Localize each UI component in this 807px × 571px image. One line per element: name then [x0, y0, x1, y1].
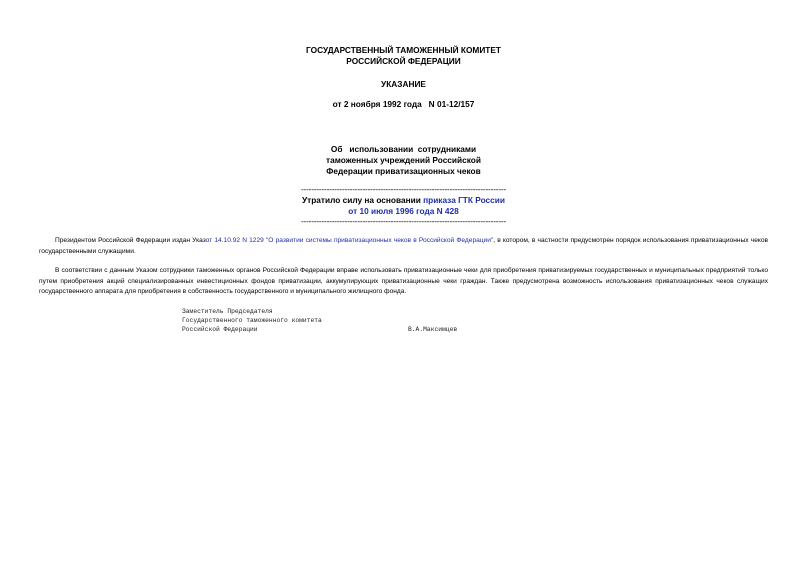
separator-bottom: --------------------------------------------------------------------------------: [300, 216, 507, 226]
order-link-title[interactable]: приказа ГТК России: [423, 195, 505, 205]
paragraph-decree: [39, 236, 768, 257]
subject-line-3: Федерации приватизационных чеков: [326, 166, 481, 176]
document-type: УКАЗАНИЕ: [381, 79, 426, 89]
validity-prefix: Утратило силу на основании: [302, 195, 424, 205]
paragraph-decree-end: , в котором, в частности предусмотрен порядок использования приватизационных чеков государственными служащими.: [39, 237, 768, 255]
order-link-date[interactable]: от 10 июля 1996 года N 428: [348, 206, 459, 216]
validity-line-1: [0, 195, 807, 206]
document-date-number: от 2 ноября 1992 года N 01-12/157: [332, 99, 475, 109]
signature-position-line-2: Государственного таможенного комитета: [182, 317, 322, 324]
signature-position-line-1: Заместитель Председателя: [182, 308, 273, 315]
decree-link[interactable]: от 14.10.92 N 1229 "О развитии системы приватизационных чеков в Российской Федерации": [205, 237, 494, 244]
subject-line-2: таможенных учреждений Российской: [326, 155, 481, 165]
issuer-title-line-2: РОССИЙСКОЙ ФЕДЕРАЦИИ: [346, 56, 461, 66]
signatory-name: В.А.Максимцев: [408, 326, 458, 333]
signature-position-line-3: Российской Федерации: [182, 326, 258, 333]
paragraph-decree-start: Президентом Российской Федерации издан Указ: [55, 237, 206, 244]
paragraph-rules-text: В соответствии с данным Указом сотрудники таможенных органов Российской Федерации вправе использовать приватизационные чеки для приобретения приватизируемых государственных и муниципальных предприятий только путем приобретения акций специализированных инвестиционных фондов приватизации, аккумулирующих приватизационные чеки граждан. Также предусмотрена возможность использования приватизационных чеков служащих государственного аппарата для приобретения в собственность государственного и муниципального жилищного фонда.: [39, 267, 768, 296]
subject-line-1: Об использовании сотрудниками: [330, 144, 477, 154]
separator-top: --------------------------------------------------------------------------------: [300, 184, 507, 194]
paragraph-rules: [39, 266, 768, 298]
issuer-title-line-1: ГОСУДАРСТВЕННЫЙ ТАМОЖЕННЫЙ КОМИТЕТ: [306, 45, 501, 55]
